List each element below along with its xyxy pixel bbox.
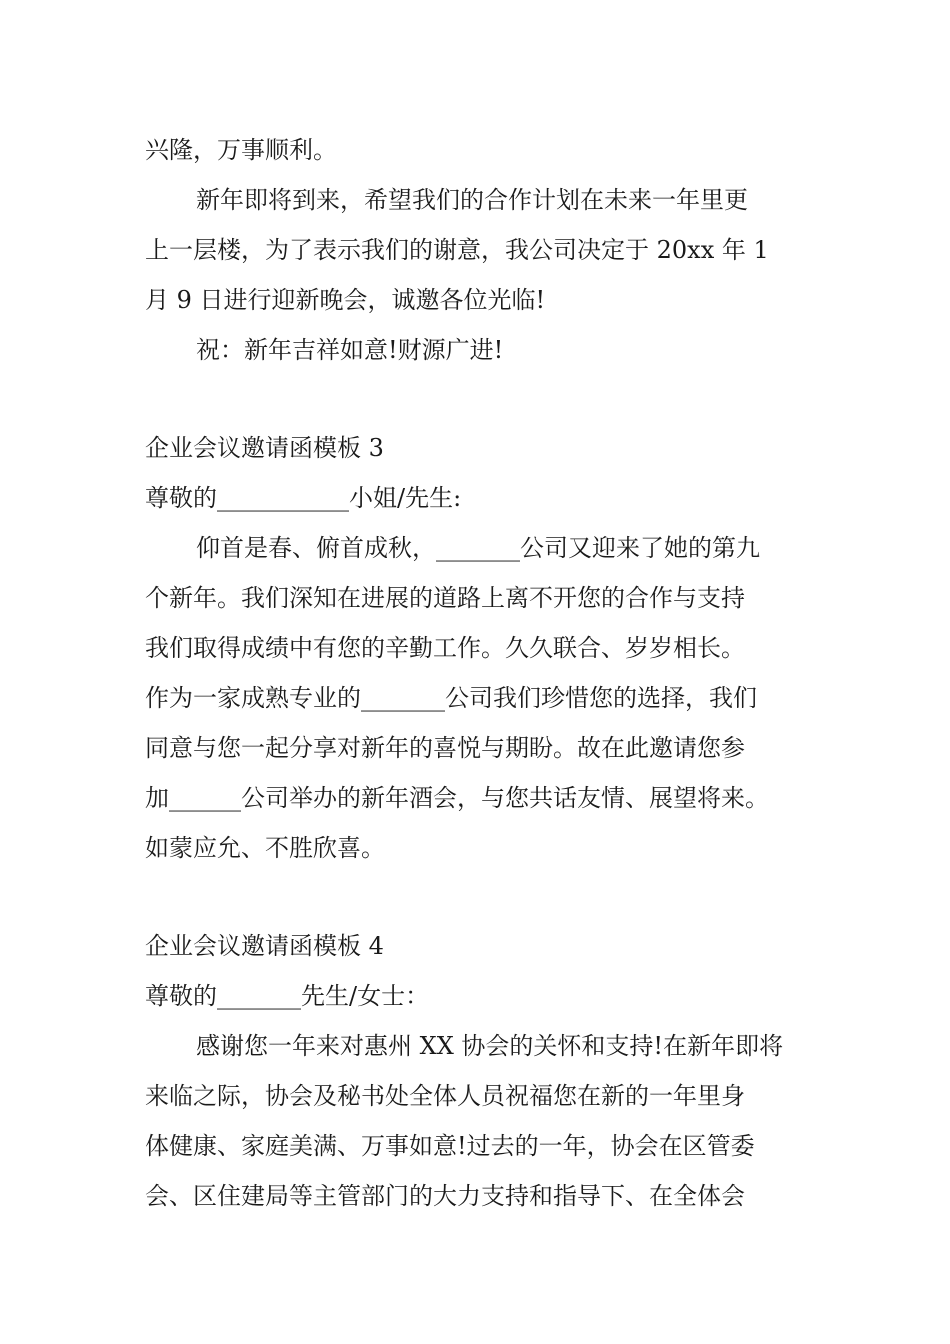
paragraph-line: 上一层楼，为了表示我们的谢意，我公司决定于 20xx 年 1	[145, 236, 769, 264]
paragraph-line: 个新年。我们深知在进展的道路上离不开您的合作与支持	[145, 584, 745, 612]
paragraph-line: 加______公司举办的新年酒会，与您共话友情、展望将来。	[145, 784, 769, 812]
paragraph-line: 来临之际，协会及秘书处全体人员祝福您在新的一年里身	[145, 1082, 745, 1110]
paragraph-line: 仰首是春、俯首成秋，_______公司又迎来了她的第九	[196, 534, 760, 562]
section-title: 企业会议邀请函模板 3	[145, 434, 384, 462]
paragraph-line: 体健康、家庭美满、万事如意!过去的一年，协会在区管委	[145, 1132, 755, 1160]
closing-line: 祝：新年吉祥如意!财源广进!	[196, 336, 504, 364]
paragraph-line: 如蒙应允、不胜欣喜。	[145, 834, 385, 862]
paragraph-line: 同意与您一起分享对新年的喜悦与期盼。故在此邀请您参	[145, 734, 745, 762]
paragraph-line: 感谢您一年来对惠州 XX 协会的关怀和支持!在新年即将	[196, 1032, 784, 1060]
paragraph-line: 作为一家成熟专业的_______公司我们珍惜您的选择，我们	[145, 684, 757, 712]
paragraph-line: 月 9 日进行迎新晚会，诚邀各位光临!	[145, 286, 546, 314]
paragraph-line: 兴隆，万事顺利。	[145, 136, 337, 164]
paragraph-line: 我们取得成绩中有您的辛勤工作。久久联合、岁岁相长。	[145, 634, 745, 662]
salutation: 尊敬的___________小姐/先生:	[145, 484, 462, 512]
salutation: 尊敬的_______先生/女士：	[145, 982, 430, 1010]
paragraph-line: 会、区住建局等主管部门的大力支持和指导下、在全体会	[145, 1182, 745, 1210]
paragraph-line: 新年即将到来，希望我们的合作计划在未来一年里更	[196, 186, 748, 214]
section-title: 企业会议邀请函模板 4	[145, 932, 384, 960]
